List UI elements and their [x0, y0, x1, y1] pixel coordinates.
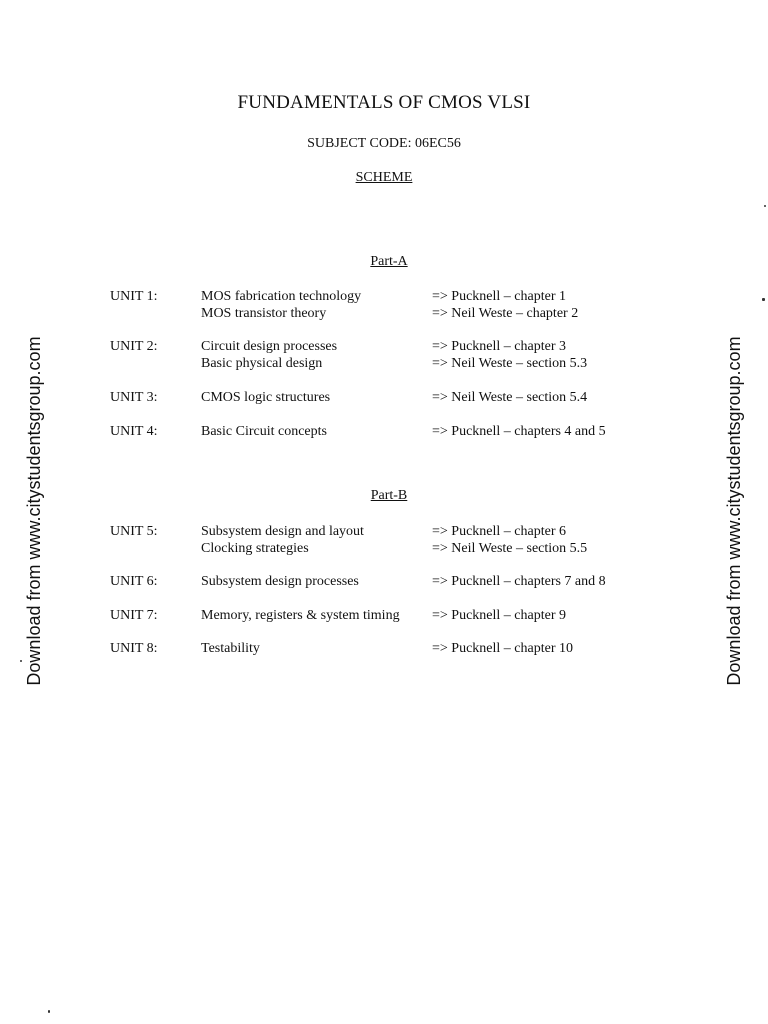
unit-topics: [201, 338, 337, 372]
unit-label: UNIT 6:: [110, 574, 158, 589]
scan-speck: [762, 298, 765, 301]
unit-references: [432, 423, 606, 440]
unit-label: UNIT 1:: [110, 289, 158, 304]
unit-topics: [201, 389, 330, 406]
unit-topic: Subsystem design processes: [201, 574, 359, 589]
unit-reference: => Pucknell – chapters 4 and 5: [432, 424, 606, 439]
unit-topic: MOS fabrication technology: [201, 289, 362, 304]
watermark-right: Download from www.citystudentsgroup.com: [724, 336, 744, 686]
unit-label: UNIT 4:: [110, 424, 158, 439]
unit-topics: [201, 523, 364, 557]
unit-label: UNIT 8:: [110, 641, 158, 656]
part-a-heading-text: Part-A: [370, 254, 408, 269]
unit-topics: [201, 640, 260, 657]
scan-speck: [48, 1010, 50, 1013]
scan-speck: [764, 205, 766, 207]
unit-reference: => Neil Weste – chapter 2: [432, 306, 579, 321]
scheme-heading: [0, 170, 768, 186]
unit-reference: => Pucknell – chapter 9: [432, 608, 566, 623]
unit-topics: [201, 288, 361, 322]
unit-topic: Basic physical design: [201, 356, 323, 371]
scheme-heading-text: SCHEME: [355, 170, 413, 185]
subject-code: SUBJECT CODE: 06EC56: [307, 136, 461, 151]
unit-reference: => Neil Weste – section 5.3: [432, 356, 588, 371]
unit-reference: => Pucknell – chapter 10: [432, 641, 573, 656]
unit-references: [432, 389, 587, 406]
unit-topic: Clocking strategies: [201, 541, 309, 556]
unit-topic: CMOS logic structures: [201, 390, 331, 405]
unit-topics: [201, 607, 400, 624]
unit-reference: => Pucknell – chapters 7 and 8: [432, 574, 606, 589]
part-a-heading: [0, 254, 768, 270]
scan-speck: [20, 660, 22, 662]
unit-reference: => Neil Weste – section 5.4: [432, 390, 588, 405]
unit-label: UNIT 2:: [110, 339, 158, 354]
unit-references: [432, 640, 573, 657]
unit-topic: Subsystem design and layout: [201, 524, 364, 539]
unit-reference: => Neil Weste – section 5.5: [432, 541, 588, 556]
unit-label: UNIT 5:: [110, 524, 158, 539]
part-b-heading-text: Part-B: [370, 488, 408, 503]
unit-reference: => Pucknell – chapter 6: [432, 524, 566, 539]
unit-references: [432, 607, 566, 624]
unit-topic: Testability: [201, 641, 260, 656]
page-title: FUNDAMENTALS OF CMOS VLSI: [237, 92, 531, 113]
unit-label: UNIT 3:: [110, 390, 158, 405]
unit-reference: => Pucknell – chapter 1: [432, 289, 566, 304]
watermark-left: Download from www.citystudentsgroup.com: [24, 336, 44, 686]
unit-references: [432, 338, 587, 372]
unit-topic: Basic Circuit concepts: [201, 424, 327, 439]
unit-topic: MOS transistor theory: [201, 306, 327, 321]
part-b-heading: [0, 488, 768, 504]
unit-label: UNIT 7:: [110, 608, 158, 623]
unit-reference: => Pucknell – chapter 3: [432, 339, 566, 354]
unit-topics: [201, 423, 327, 440]
unit-topic: Circuit design processes: [201, 339, 338, 354]
unit-topics: [201, 573, 359, 590]
unit-references: [432, 523, 587, 557]
unit-references: [432, 573, 606, 590]
unit-references: [432, 288, 578, 322]
unit-topic: Memory, registers & system timing: [201, 608, 400, 623]
